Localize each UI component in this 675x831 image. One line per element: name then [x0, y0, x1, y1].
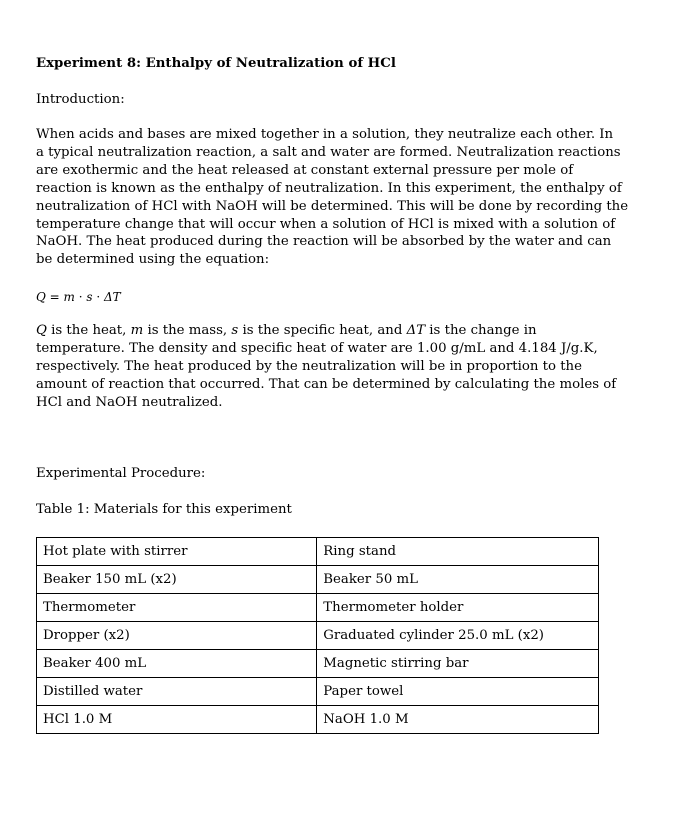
- table-cell: Thermometer holder: [317, 594, 599, 622]
- table-row: [37, 566, 599, 594]
- text-run: is the heat,: [46, 323, 131, 338]
- document-title: Experiment 8: Enthalpy of Neutralization of HCl: [36, 56, 396, 71]
- paragraph-line: a typical neutralization reaction, a salt and water are formed. Neutralization reactions: [36, 144, 621, 160]
- table-row: [37, 594, 599, 622]
- paragraph-line: When acids and bases are mixed together in a solution, they neutralize each other. In: [36, 127, 614, 142]
- table-cell: Distilled water: [37, 678, 317, 706]
- equation-delta-t: ΔT: [104, 290, 121, 304]
- equation-m: m: [63, 290, 75, 304]
- paragraph-line: neutralization of HCl with NaOH will be determined. This will be done by recording the: [36, 198, 629, 214]
- paragraph-line: NaOH. The heat produced during the reaction will be absorbed by the water and can: [36, 234, 612, 250]
- paragraph-line: temperature change that will occur when a solution of HCl is mixed with a solution of: [36, 216, 616, 232]
- procedure-heading: Experimental Procedure:: [36, 466, 206, 481]
- table-row: [37, 678, 599, 706]
- equation-equals: =: [45, 290, 64, 304]
- table-row: [37, 706, 599, 734]
- table-cell: Beaker 150 mL (x2): [37, 566, 317, 594]
- table-cell: Beaker 50 mL: [317, 566, 599, 594]
- paragraph-line: HCl and NaOH neutralized.: [36, 394, 223, 410]
- table-cell: Graduated cylinder 25.0 mL (x2): [317, 622, 599, 650]
- introduction-paragraph: [36, 126, 628, 269]
- paragraph-line: reaction is known as the enthalpy of neutralization. In this experiment, the enthalpy of: [36, 180, 622, 196]
- introduction-heading: Introduction:: [36, 92, 125, 107]
- symbol-q: Q: [36, 323, 47, 338]
- table-cell: Thermometer: [37, 594, 317, 622]
- table-cell: Magnetic stirring bar: [317, 650, 599, 678]
- paragraph-line: be determined using the equation:: [36, 252, 270, 268]
- table-row: [37, 650, 599, 678]
- table-cell: Beaker 400 mL: [37, 650, 317, 678]
- table-row: [37, 622, 599, 650]
- symbol-s: s: [231, 323, 239, 338]
- table-cell: Paper towel: [317, 678, 599, 706]
- equation-q: Q: [36, 290, 46, 304]
- text-run: is the change in: [425, 323, 537, 338]
- equation-dot: ·: [92, 290, 104, 304]
- text-run: is the specific heat, and: [238, 323, 407, 338]
- table-cell: Hot plate with stirrer: [37, 538, 317, 566]
- paragraph-line: temperature. The density and specific heat of water are 1.00 g/mL and 4.184 J/g.K,: [36, 340, 598, 356]
- paragraph-line: are exothermic and the heat released at constant external pressure per mole of: [36, 162, 574, 178]
- materials-table: [36, 537, 599, 734]
- table-cell: Dropper (x2): [37, 622, 317, 650]
- text-run: is the mass,: [143, 323, 232, 338]
- paragraph-line: respectively. The heat produced by the neutralization will be in proportion to the: [36, 358, 582, 374]
- heat-equation: [36, 288, 121, 306]
- table-row: [37, 538, 599, 566]
- symbol-delta-t: ΔT: [406, 323, 426, 338]
- paragraph-line: [36, 322, 616, 340]
- table-caption: Table 1: Materials for this experiment: [36, 502, 292, 517]
- equation-dot: ·: [74, 290, 87, 304]
- equation-s: s: [86, 290, 93, 304]
- symbol-m: m: [130, 323, 144, 338]
- table-cell: NaOH 1.0 M: [317, 706, 599, 734]
- table-cell: Ring stand: [317, 538, 599, 566]
- equation-explanation-paragraph: [36, 322, 616, 412]
- paragraph-line: amount of reaction that occurred. That can be determined by calculating the moles of: [36, 376, 617, 392]
- table-cell: HCl 1.0 M: [37, 706, 317, 734]
